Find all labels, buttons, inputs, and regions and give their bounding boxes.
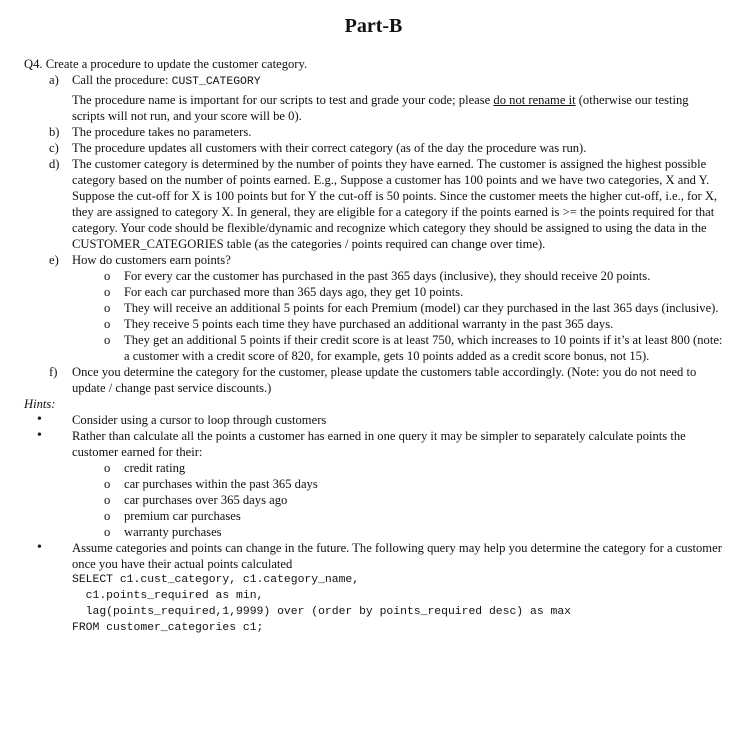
procedure-name: CUST_CATEGORY	[171, 76, 261, 88]
list-item: o They receive 5 points each time they have purchased an additional warranty in the past 365 days.	[104, 317, 614, 331]
list-item: o For each car purchased more than 365 days ago, they get 10 points.	[104, 285, 464, 299]
hint-item: • Assume categories and points can change in the future. The following query may help you determine the category for a customer once you have their actual points calculated	[37, 540, 722, 571]
circle-bullet-icon: o	[104, 461, 111, 475]
circle-bullet-icon: o	[104, 269, 111, 283]
disc-bullet-icon: •	[37, 412, 42, 427]
list-item: o warranty purchases	[104, 525, 222, 539]
do-not-rename-underlined: do not rename it	[493, 93, 576, 107]
item-e-text: How do customers earn points?	[72, 253, 231, 267]
circle-bullet-icon: o	[104, 317, 111, 331]
disc-bullet-icon: •	[37, 540, 42, 555]
list-item: o credit rating	[104, 461, 186, 475]
item-b: b) The procedure takes no parameters.	[24, 124, 724, 140]
item-a-note: The procedure name is important for our scripts to test and grade your code; please do not rename it (otherwise our testing scripts will not run, and your score will be 0).	[72, 93, 689, 123]
item-c: c) The procedure updates all customers with their correct category (as of the day the procedure was run).	[24, 140, 724, 156]
item-a-label: a)	[49, 73, 59, 87]
page-title: Part-B	[344, 15, 403, 37]
circle-bullet-icon: o	[104, 333, 111, 347]
hint-item: • Consider using a cursor to loop through customers	[37, 412, 327, 427]
sql-code-line: c1.points_required as min,	[72, 590, 264, 602]
hints-heading: Hints:	[24, 397, 56, 411]
sql-code-line: SELECT c1.cust_category, c1.category_name,	[72, 574, 360, 586]
item-f: f) Once you determine the category for the customer, please update the customers table accordingly. (Note: you do not need to update / change past service discounts.)	[24, 364, 724, 396]
circle-bullet-icon: o	[104, 301, 111, 315]
hint-item: • Rather than calculate all the points a customer has earned in one query it may be simpler to separately calculate points the customer earned for their:	[37, 428, 686, 459]
list-item: o premium car purchases	[104, 509, 241, 523]
circle-bullet-icon: o	[104, 525, 111, 539]
list-item: o They will receive an additional 5 points for each Premium (model) car they purchased in the last 365 days (inclusive).	[104, 301, 719, 315]
item-f-text: Once you determine the category for the customer, please update the customers table accordingly. (Note: you do not need to update / change past service discounts.)	[72, 365, 697, 395]
list-item: o car purchases over 365 days ago	[104, 493, 288, 507]
item-c-text: The procedure updates all customers with their correct category (as of the day the procedure was run).	[72, 141, 587, 155]
list-item: o They get an additional 5 points if their credit score is at least 750, which increases to 10 points if it’s at least 800 (note: a customer with a credit score of 820, for example, gets 10 points added as a credit score bonus, not 15).	[104, 333, 723, 363]
disc-bullet-icon: •	[37, 428, 42, 443]
circle-bullet-icon: o	[104, 477, 111, 491]
sql-code-line: FROM customer_categories c1;	[72, 622, 264, 634]
item-d: d) The customer category is determined by the number of points they have earned. The customer is assigned the highest possible category based on the number of points earned. E.g., Suppose a customer has 100 points and we have two categories, X and Y. Suppose the cut-off for X is 100 points but for Y the cut-off is 50 points. Since the customer meets the higher cut-off, i.e., for X, they are assigned to category X. In general, they are eligible for a category if the points earned is >= the points required for that category. Your code should be flexible/dynamic and recognize which category they should be assigned to using the data in the CUSTOMER_CATEGORIES table (as the categories / points required can change over time).	[24, 156, 724, 252]
circle-bullet-icon: o	[104, 493, 111, 507]
question-heading: Q4. Create a procedure to update the customer category.	[24, 57, 308, 71]
item-e: e) How do customers earn points?	[24, 252, 724, 268]
list-item: o car purchases within the past 365 days	[104, 477, 318, 491]
circle-bullet-icon: o	[104, 285, 111, 299]
item-d-text: The customer category is determined by the number of points they have earned. The customer is assigned the highest possible category based on the number of points earned. E.g., Suppose a customer has 100 points and we have two categories, X and Y. Suppose the cut-off for X is 100 points but for Y the cut-off is 50 points. Since the customer meets the higher cut-off, i.e., for X, they are assigned to category X. In general, they are eligible for a category if the points earned is >= the points required for that category. Your code should be flexible/dynamic and recognize which category they should be assigned to using the data in the CUSTOMER_CATEGORIES table (as the categories / points required can change over time).	[72, 157, 718, 251]
list-item: o For every car the customer has purchased in the past 365 days (inclusive), they should receive 20 points.	[104, 269, 651, 283]
sql-code-line: lag(points_required,1,9999) over (order by points_required desc) as max	[72, 606, 571, 618]
document-body	[24, 56, 724, 636]
item-a-text: Call the procedure:	[72, 73, 172, 87]
item-b-text: The procedure takes no parameters.	[72, 125, 252, 139]
item-a	[24, 72, 724, 124]
circle-bullet-icon: o	[104, 509, 111, 523]
